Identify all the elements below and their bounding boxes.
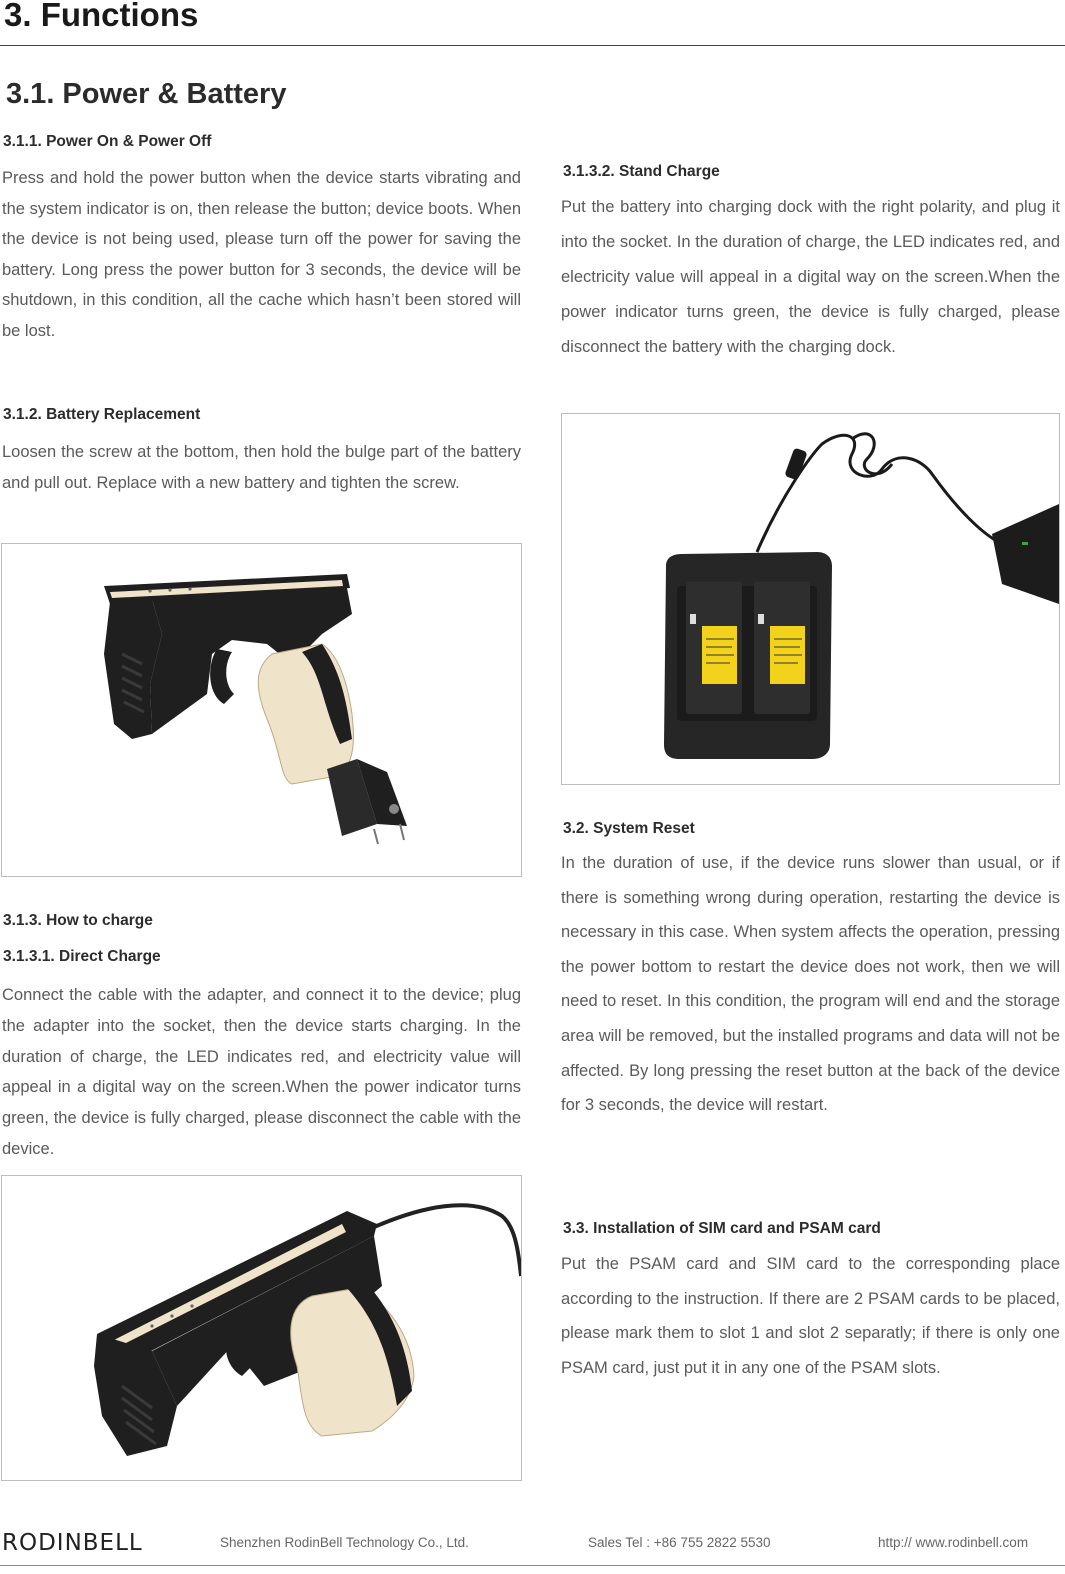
handheld-device-battery-image [2, 544, 521, 876]
figure-stand-charge [561, 413, 1060, 785]
heading-direct-charge: 3.1.3.1. Direct Charge [3, 948, 161, 965]
heading-how-to-charge: 3.1.3. How to charge [3, 912, 153, 929]
header-divider [0, 45, 1065, 46]
figure-direct-charge [1, 1175, 522, 1481]
para-power-on-off: Press and hold the power button when the device starts vibrating and the system indicator is on, then release the button; device boots. When the device is not being used, please turn off the power for saving the battery. Long press the power button for 3 seconds, the device will be shutdown, in this condition, all the cache which hasn’t been stored will be lost. [2, 169, 521, 340]
para-stand-charge: Put the battery into charging dock with the right polarity, and plug it into the socket. In the duration of charge, the LED indicates red, and electricity value will appeal in a digital way on the screen.When the power indicator turns green, the device is fully charged, please disconnect the battery with the charging dock. [561, 198, 1060, 356]
chapter-title: 3. Functions [4, 0, 199, 33]
para-battery-replacement: Loosen the screw at the bottom, then hold the bulge part of the battery and pull out. Replace with a new battery and tighten the screw. [2, 443, 521, 492]
para-direct-charge: Connect the cable with the adapter, and connect it to the device; plug the adapter into the socket, then the device starts charging. In the duration of charge, the LED indicates red, and electricity value will appeal in a digital way on the screen.When the power indicator turns green, the device is fully charged, please disconnect the cable with the device. [2, 986, 521, 1158]
heading-sim-psam: 3.3. Installation of SIM card and PSAM card [563, 1220, 881, 1237]
charging-dock-image [562, 414, 1059, 784]
para-sim-psam: Put the PSAM card and SIM card to the corresponding place according to the instruction. If there are 2 PSAM cards to be placed, please mark them to slot 1 and slot 2 separatly; if there is only one PSAM card, just put it in any one of the PSAM slots. [561, 1255, 1060, 1377]
heading-stand-charge: 3.1.3.2. Stand Charge [563, 163, 720, 180]
footer-divider [0, 1565, 1065, 1566]
heading-battery-replacement: 3.1.2. Battery Replacement [3, 406, 201, 423]
company-logo: RODINBELL [2, 1530, 143, 1556]
section-title: 3.1. Power & Battery [6, 78, 287, 110]
footer-website-link[interactable]: http:// www.rodinbell.com [878, 1535, 1029, 1550]
handheld-device-cable-image [2, 1176, 521, 1480]
footer-company: Shenzhen RodinBell Technology Co., Ltd. [220, 1535, 469, 1550]
heading-system-reset: 3.2. System Reset [563, 820, 695, 837]
para-system-reset: In the duration of use, if the device runs slower than usual, or if there is something wrong during operation, restarting the device is necessary in this case. When system affects the operation, pressing the power bottom to restart the device does not work, then we will need to reset. In this condition, the program will end and the storage area will be removed, but the installed programs and data will not be affected. By long pressing the reset button at the back of the device for 3 seconds, the device will restart. [561, 854, 1060, 1115]
footer-sales-tel: Sales Tel : +86 755 2822 5530 [588, 1535, 771, 1550]
heading-power-on-off: 3.1.1. Power On & Power Off [3, 133, 212, 150]
figure-battery-replacement [1, 543, 522, 877]
